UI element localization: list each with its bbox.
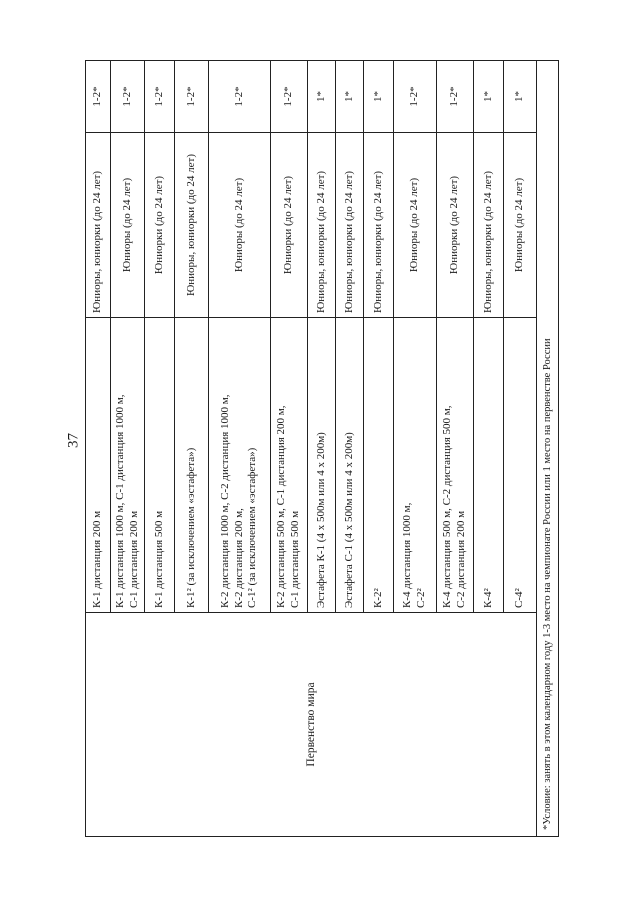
age-group-cell: Юниоры (до 24 лет) <box>394 133 437 318</box>
discipline-line: К-4 дистанция 500 м, С-2 дистанция 500 м, <box>441 405 454 608</box>
required-place-cell: 1-2* <box>394 61 437 133</box>
age-group-cell: Юниоры, юниорки (до 24 лет) <box>364 133 394 318</box>
discipline-line: С-4² <box>513 588 526 608</box>
table-row <box>86 61 111 837</box>
discipline-line: К-2 дистанция 200 м, <box>232 508 245 608</box>
discipline-line: Эстафета К-1 (4 х 500м или 4 х 200м) <box>314 432 327 608</box>
footnote: *Условие: занять в этом календарном году 1-3 место на чемпионате России или 1 место на первенстве России <box>537 61 559 837</box>
required-place-cell: 1-2* <box>271 61 308 133</box>
discipline-line: К-2 дистанция 500 м, С-1 дистанция 200 м, <box>275 405 288 608</box>
required-place-cell: 1* <box>308 61 336 133</box>
discipline-line: К-4² <box>481 588 494 608</box>
discipline-cell <box>504 318 537 613</box>
discipline-cell <box>145 318 175 613</box>
required-place-cell: 1* <box>474 61 504 133</box>
age-group-cell: Юниоры (до 24 лет) <box>504 133 537 318</box>
discipline-cell <box>437 318 474 613</box>
required-place-cell: 1-2* <box>145 61 175 133</box>
discipline-cell <box>271 318 308 613</box>
discipline-line: С-1 дистанция 200 м <box>127 510 140 608</box>
required-place-cell: 1* <box>504 61 537 133</box>
age-group-cell: Юниорки (до 24 лет) <box>271 133 308 318</box>
discipline-cell <box>394 318 437 613</box>
age-group-cell: Юниоры, юниорки (до 24 лет) <box>86 133 111 318</box>
discipline-cell <box>175 318 209 613</box>
discipline-line: К-4 дистанция 1000 м, <box>401 502 414 608</box>
age-group-cell: Юниорки (до 24 лет) <box>145 133 175 318</box>
discipline-cell <box>474 318 504 613</box>
discipline-line: К-1 дистанция 500 м <box>152 510 165 608</box>
discipline-line: Эстафета С-1 (4 х 500м или 4 х 200м) <box>342 432 355 608</box>
required-place-cell: 1-2* <box>86 61 111 133</box>
discipline-line: С-1 дистанция 500 м <box>289 510 301 608</box>
rotated-table-content <box>85 61 553 837</box>
required-place-cell: 1* <box>364 61 394 133</box>
required-place-cell: 1* <box>336 61 364 133</box>
discipline-cell <box>209 318 271 613</box>
discipline-line: К-2 дистанция 1000 м, С-2 дистанция 1000 м, <box>218 394 231 608</box>
discipline-cell <box>111 318 145 613</box>
age-group-cell: Юниоры, юниорки (до 24 лет) <box>308 133 336 318</box>
page-number: 37 <box>65 433 82 448</box>
results-table <box>85 60 559 837</box>
discipline-cell <box>364 318 394 613</box>
discipline-line: С-2² <box>415 588 427 608</box>
table-body <box>86 61 559 837</box>
age-group-cell: Юниоры, юниорки (до 24 лет) <box>175 133 209 318</box>
rotated-table-frame <box>85 61 553 837</box>
age-group-cell: Юниоры (до 24 лет) <box>111 133 145 318</box>
discipline-line: К-2² <box>371 588 384 608</box>
discipline-line: С-2 дистанция 200 м <box>455 510 467 608</box>
discipline-cell <box>336 318 364 613</box>
required-place-cell: 1-2* <box>209 61 271 133</box>
discipline-line: С-1² (за исключением «эстафета») <box>246 447 259 608</box>
age-group-cell: Юниоры, юниорки (до 24 лет) <box>336 133 364 318</box>
required-place-cell: 1-2* <box>111 61 145 133</box>
age-group-cell: Юниорки (до 24 лет) <box>437 133 474 318</box>
discipline-line: К-1 дистанция 200 м <box>91 510 104 608</box>
discipline-cell <box>86 318 111 613</box>
footnote-row <box>537 61 559 837</box>
age-group-cell: Юниоры, юниорки (до 24 лет) <box>474 133 504 318</box>
age-group-cell: Юниоры (до 24 лет) <box>209 133 271 318</box>
required-place-cell: 1-2* <box>175 61 209 133</box>
competition-cell: Первенство мира <box>86 613 537 837</box>
discipline-line: К-1 дистанция 1000 м, С-1 дистанция 1000 м, <box>113 394 126 608</box>
discipline-cell <box>308 318 336 613</box>
required-place-cell: 1-2* <box>437 61 474 133</box>
discipline-line: К-1² (за исключением «эстафета») <box>184 447 197 608</box>
